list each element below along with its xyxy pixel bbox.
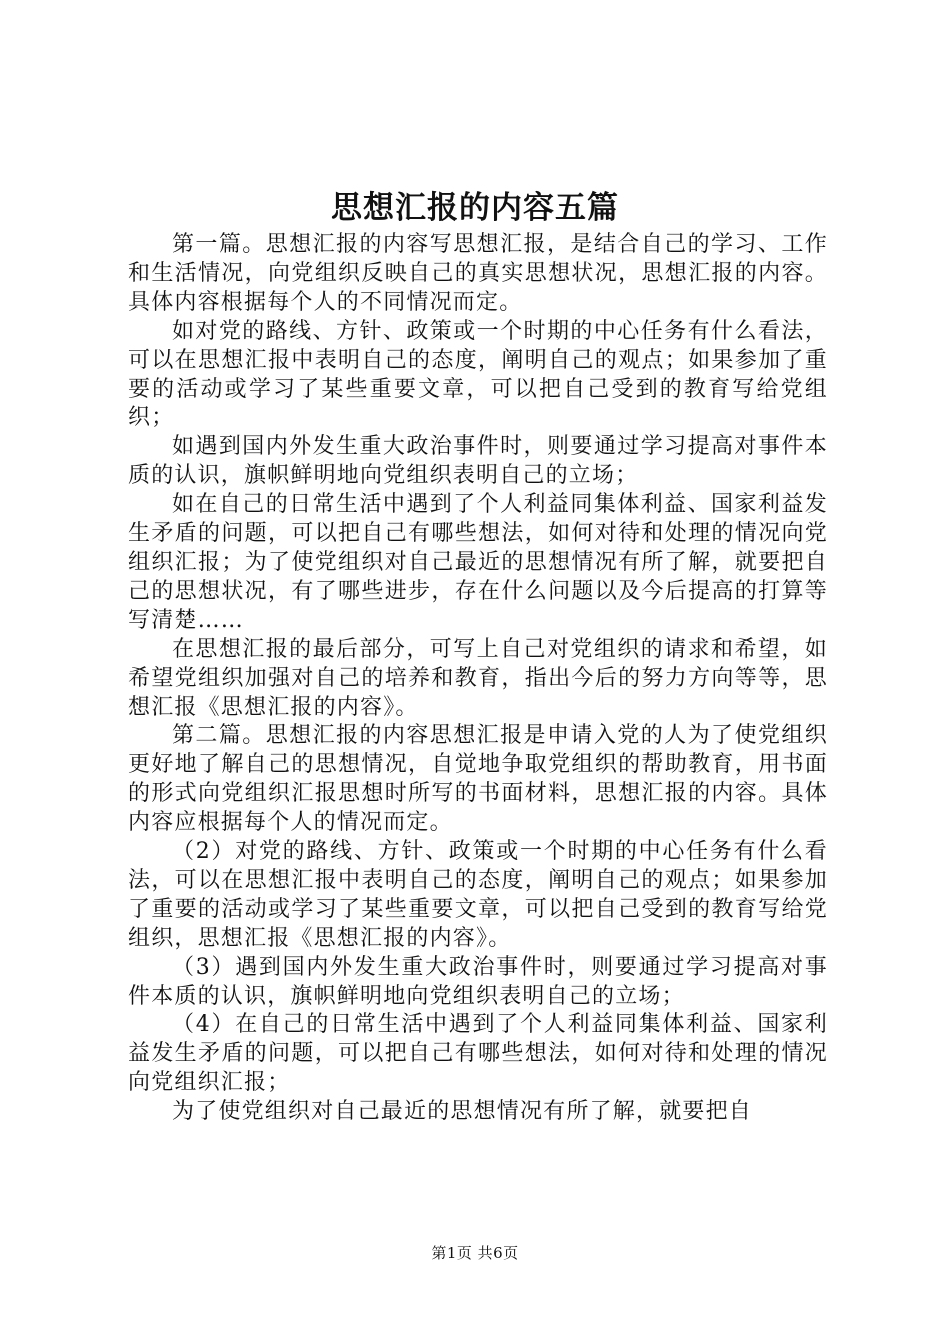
document-body xyxy=(128,231,828,1127)
paragraph: （3）遇到国内外发生重大政治事件时，则要通过学习提高对事件本质的认识，旗帜鲜明地向党组织表明自己的立场； xyxy=(128,954,828,1009)
paragraph: 如遇到国内外发生重大政治事件时，则要通过学习提高对事件本质的认识，旗帜鲜明地向党组织表明自己的立场； xyxy=(128,434,828,489)
paragraph: 在思想汇报的最后部分，可写上自己对党组织的请求和希望，如希望党组织加强对自己的培养和教育，指出今后的努力方向等等，思想汇报《思想汇报的内容》。 xyxy=(128,636,828,720)
paragraph: 第一篇。思想汇报的内容写思想汇报，是结合自己的学习、工作和生活情况，向党组织反映自己的真实思想状况，思想汇报的内容。具体内容根据每个人的不同情况而定。 xyxy=(128,232,828,315)
page-number-footer: 第1页 共6页 xyxy=(431,1244,519,1262)
paragraph: （4）在自己的日常生活中遇到了个人利益同集体利益、国家利益发生矛盾的问题，可以把自己有哪些想法，如何对待和处理的情况向党组织汇报； xyxy=(128,1012,828,1096)
document-title: 思想汇报的内容五篇 xyxy=(331,190,619,226)
paragraph: 第二篇。思想汇报的内容思想汇报是申请入党的人为了使党组织更好地了解自己的思想情况，自觉地争取党组织的帮助教育，用书面的形式向党组织汇报思想时所写的书面材料，思想汇报的内容。具体内容应根据每个人的情况而定。 xyxy=(128,723,828,836)
paragraph: 如在自己的日常生活中遇到了个人利益同集体利益、国家利益发生矛盾的问题，可以把自己有哪些想法，如何对待和处理的情况向党组织汇报；为了使党组织对自己最近的思想情况有所了解，就要把自己的思想状况，有了哪些进步，存在什么问题以及今后提高的打算等写清楚…… xyxy=(128,492,828,633)
paragraph: 如对党的路线、方针、政策或一个时期的中心任务有什么看法，可以在思想汇报中表明自己的态度，阐明自己的观点；如果参加了重要的活动或学习了某些重要文章，可以把自己受到的教育写给党组织； xyxy=(128,318,828,431)
paragraph: （2）对党的路线、方针、政策或一个时期的中心任务有什么看法，可以在思想汇报中表明自己的态度，阐明自己的观点；如果参加了重要的活动或学习了某些重要文章，可以把自己受到的教育写给党组织，思想汇报《思想汇报的内容》。 xyxy=(128,839,828,951)
paragraph: 为了使党组织对自己最近的思想情况有所了解，就要把自 xyxy=(172,1099,753,1125)
